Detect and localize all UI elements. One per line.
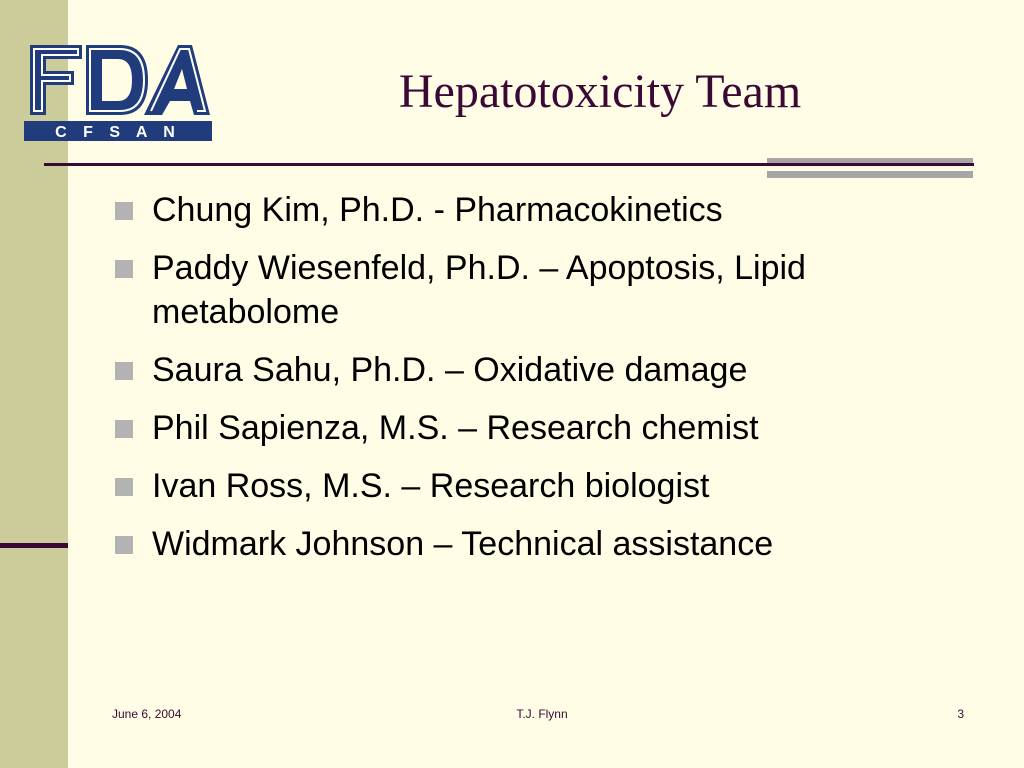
square-bullet-icon [115,362,133,380]
footer-date: June 6, 2004 [112,707,182,721]
list-item-text: Widmark Johnson – Technical assistance [152,525,774,563]
square-bullet-icon [115,536,133,554]
fda-cfsan-logo [24,41,212,142]
list-item-text: Saura Sahu, Ph.D. – Oxidative damage [152,351,748,389]
list-item [112,348,972,392]
footer-author: T.J. Flynn [516,707,568,721]
logo-cfsan-text: C F S A N [55,124,181,141]
square-bullet-icon [115,202,133,220]
footer-page-number: 3 [957,707,964,721]
list-item [112,188,972,232]
list-item-text: Chung Kim, Ph.D. - Pharmacokinetics [152,191,723,229]
square-bullet-icon [115,478,133,496]
square-bullet-icon [115,260,133,278]
list-item-text: Paddy Wiesenfeld, Ph.D. – Apoptosis, Lipid metabolome [152,249,806,331]
list-item [112,406,972,450]
list-item [112,522,972,566]
title-divider [44,163,974,166]
left-accent-bar [0,543,68,548]
title-rule-shade-bottom [767,171,973,178]
square-bullet-icon [115,420,133,438]
slide-title: Hepatotoxicity Team [398,65,802,118]
bullet-list [112,188,972,580]
list-item [112,464,972,508]
list-item [112,246,972,334]
list-item-text: Ivan Ross, M.S. – Research biologist [152,467,710,505]
list-item-text: Phil Sapienza, M.S. – Research chemist [152,409,759,447]
